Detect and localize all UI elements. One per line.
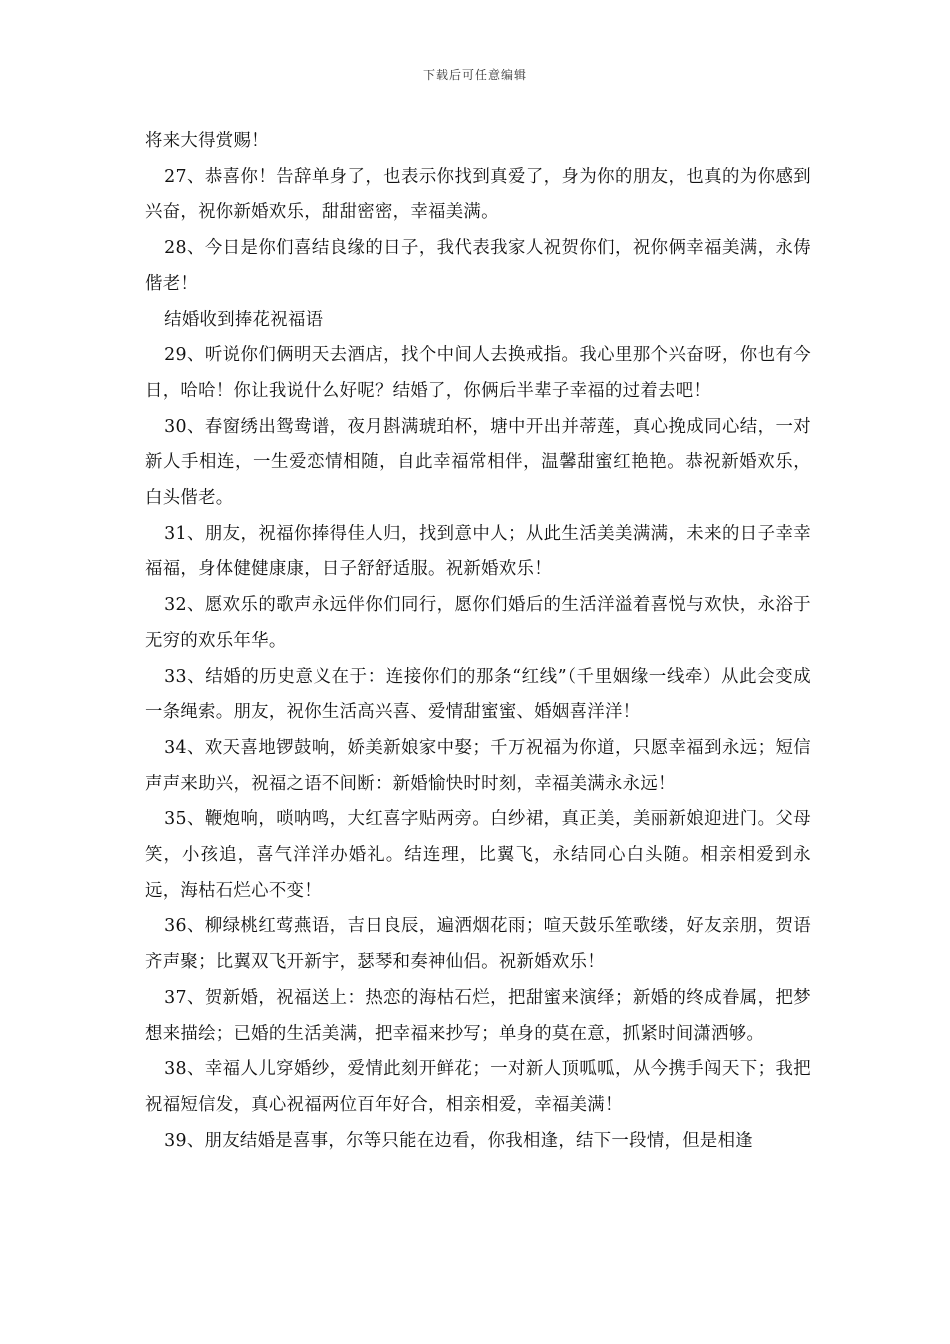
section-heading: 结婚收到捧花祝福语 xyxy=(164,309,324,330)
paragraph: 38、幸福人儿穿婚纱，爱情此刻开鲜花；一对新人顶呱呱，从今携手闯天下；我把祝福短信发，真心祝福两位百年好合，相亲相爱，幸福美满！ xyxy=(145,1059,811,1115)
paragraph: 29、听说你们俩明天去酒店，找个中间人去换戒指。我心里那个兴奋呀，你也有今日，哈哈！你让我说什么好呢？结婚了，你俩后半辈子幸福的过着去吧！ xyxy=(145,345,811,401)
paragraph: 33、结婚的历史意义在于：连接你们的那条“红线”（千里姻缘一线牵）从此会变成一条绳索。朋友，祝你生活高兴喜、爱情甜蜜蜜、婚姻喜洋洋！ xyxy=(145,666,811,723)
paragraph: 35、鞭炮响，唢呐鸣，大红喜字贴两旁。白纱裙，真正美，美丽新娘迎进门。父母笑，小孩追，喜气洋洋办婚礼。结连理，比翼飞，永结同心白头随。相亲相爱到永远，海枯石烂心不变！ xyxy=(145,809,811,901)
paragraph: 32、愿欢乐的歌声永远伴你们同行，愿你们婚后的生活洋溢着喜悦与欢快，永浴于无穷的欢乐年华。 xyxy=(145,595,811,651)
document-body xyxy=(145,124,811,1159)
paragraph: 39、朋友结婚是喜事，尔等只能在边看，你我相逢，结下一段情，但是相逢 xyxy=(164,1130,753,1151)
paragraph: 30、春窗绣出鸳鸯谱，夜月斟满琥珀杯，塘中开出并蒂莲，真心挽成同心结，一对新人手相连，一生爱恋情相随，自此幸福常相伴，温馨甜蜜红艳艳。恭祝新婚欢乐，白头偕老。 xyxy=(145,416,811,509)
paragraph: 28、今日是你们喜结良缘的日子，我代表我家人祝贺你们，祝你俩幸福美满，永俦偕老！ xyxy=(145,238,811,294)
paragraph: 27、恭喜你！告辞单身了，也表示你找到真爱了，身为你的朋友，也真的为你感到兴奋，祝你新婚欢乐，甜甜密密，幸福美满。 xyxy=(145,166,811,223)
paragraph: 34、欢天喜地锣鼓响，娇美新娘家中娶；千万祝福为你道，只愿幸福到永远；短信声声来助兴，祝福之语不间断：新婚愉快时时刻，幸福美满永永远！ xyxy=(145,737,811,794)
paragraph: 31、朋友，祝福你捧得佳人归，找到意中人；从此生活美美满满，未来的日子幸幸福福，身体健健康康，日子舒舒适服。祝新婚欢乐！ xyxy=(145,523,811,580)
paragraph: 36、柳绿桃红莺燕语，吉日良辰，遍洒烟花雨；喧天鼓乐笙歌缕，好友亲朋，贺语齐声聚；比翼双飞开新宇，瑟琴和奏神仙侣。祝新婚欢乐！ xyxy=(145,916,811,973)
page-header: 下载后可任意编辑 xyxy=(422,68,527,82)
paragraph: 将来大得赏赐！ xyxy=(145,131,269,151)
paragraph: 37、贺新婚，祝福送上：热恋的海枯石烂，把甜蜜来演绎；新婚的终成眷属，把梦想来描绘；已婚的生活美满，把幸福来抄写；单身的莫在意，抓紧时间潇洒够。 xyxy=(145,987,811,1044)
